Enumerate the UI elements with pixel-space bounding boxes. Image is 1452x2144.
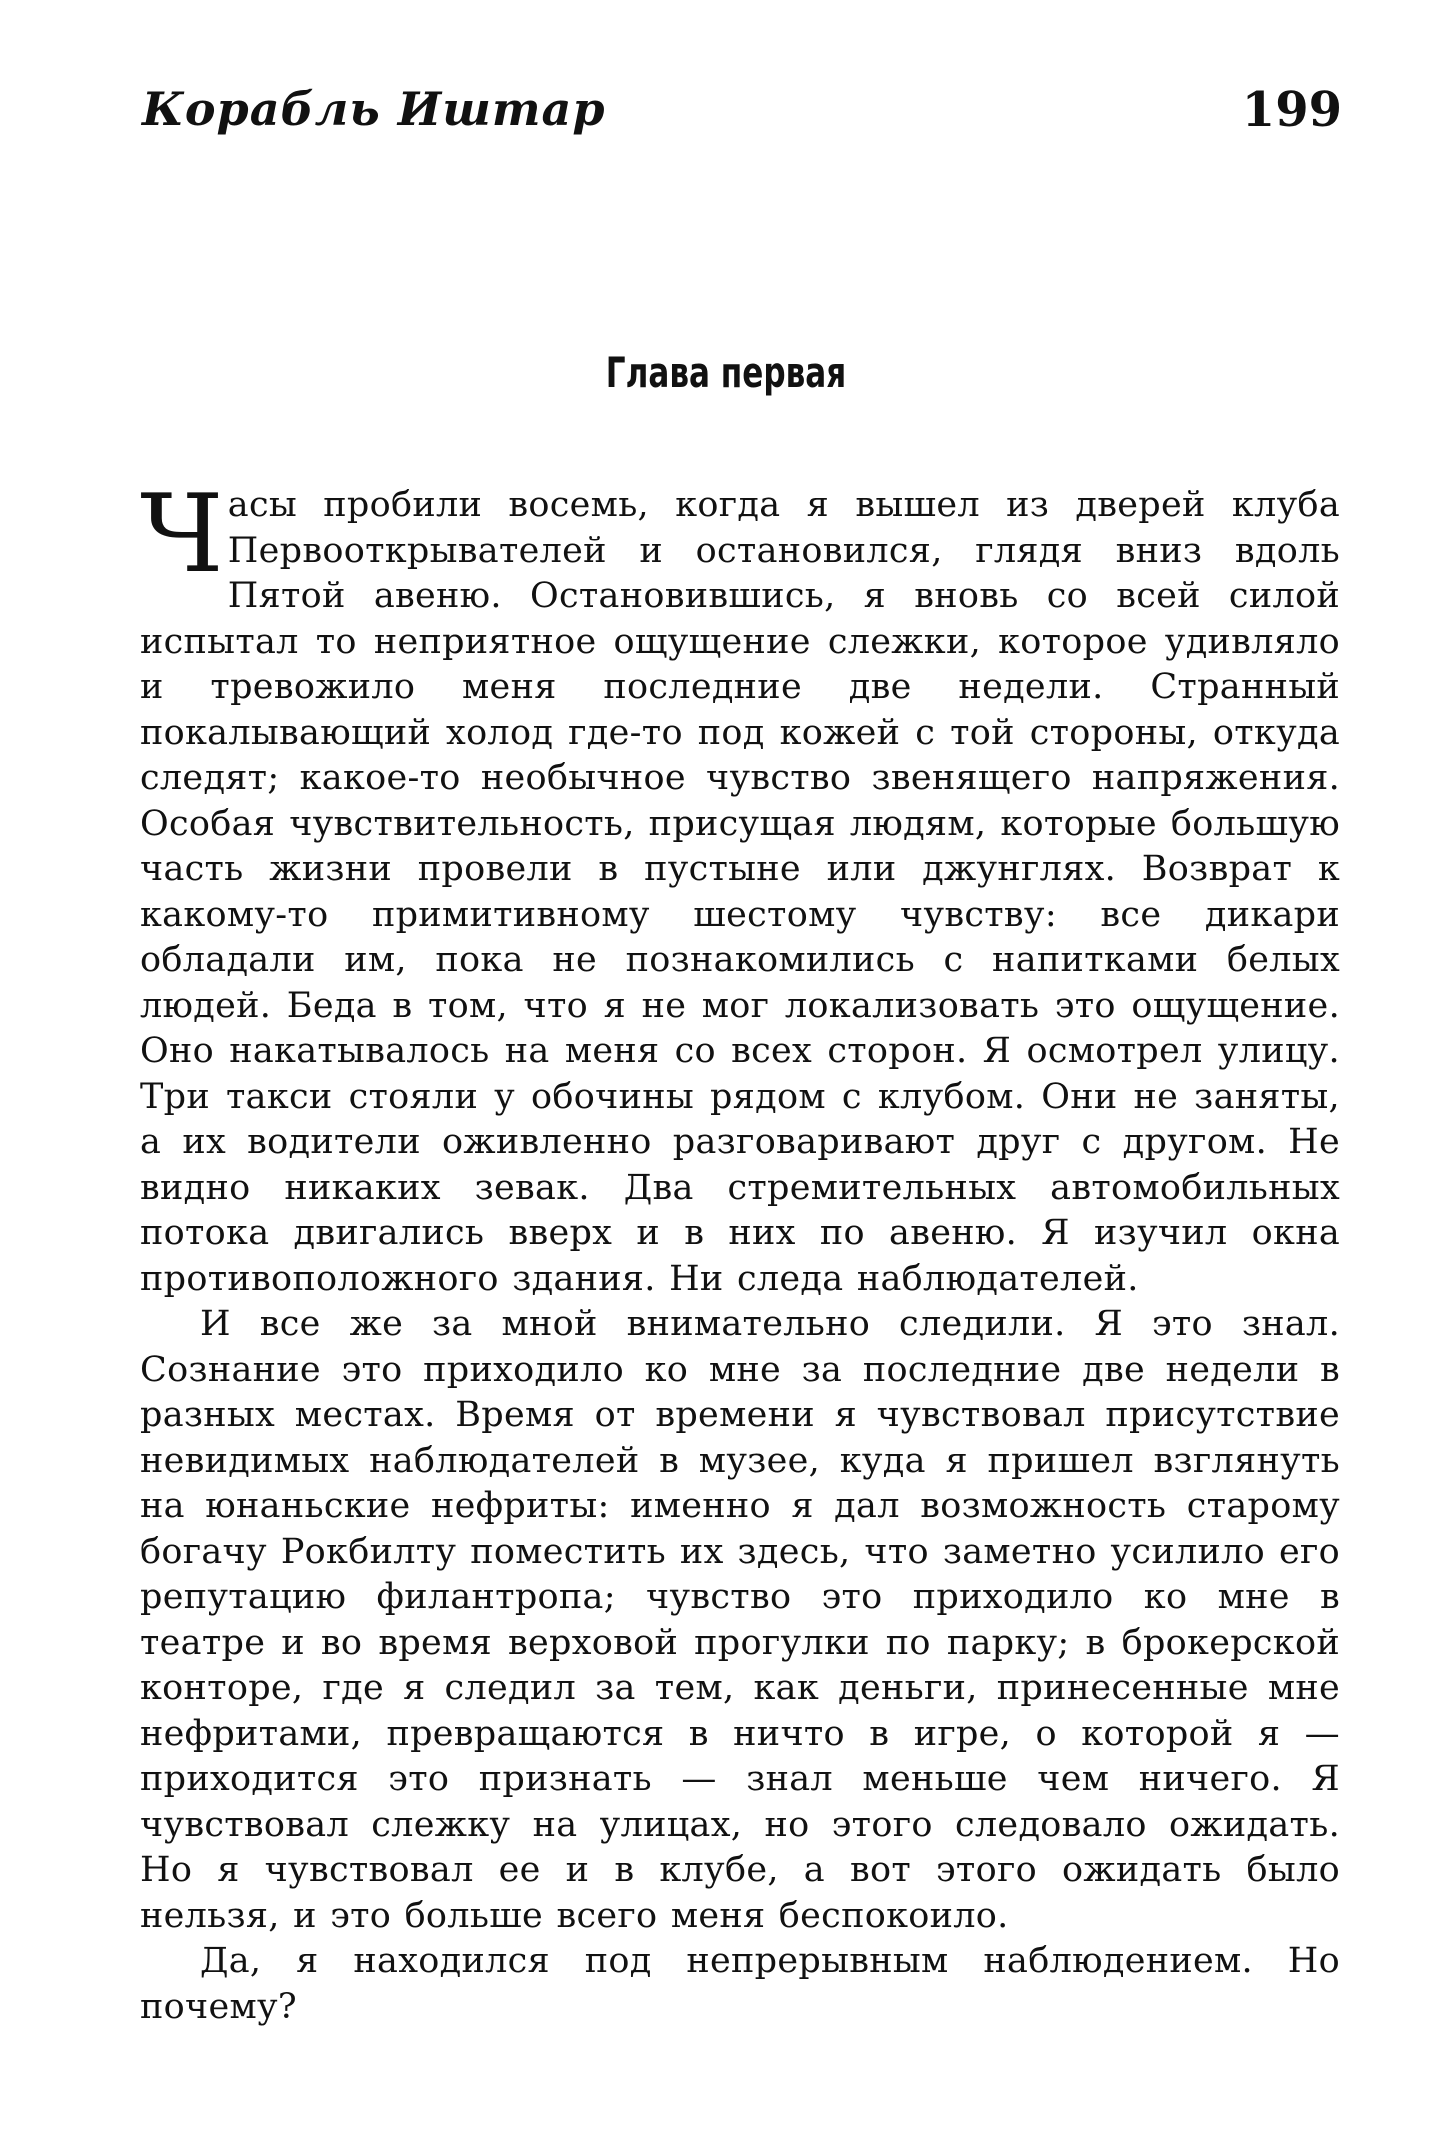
- paragraph-3: Да, я находился под непрерывным наблюдением. Но почему?: [140, 1941, 1340, 2027]
- paragraph-2: И все же за мной внимательно следили. Я это знал. Сознание это приходило ко мне за последние две недели в разных местах. Время от времени я чувствовал присутствие невидимых наблюдателей в музее, куда я пришел взглянуть на юнаньские нефриты: именно я дал возможность старому богачу Рокбилту поместить их здесь, что заметно усилило его репутацию филантропа; чувство это приходило ко мне в театре и во время верховой прогулки по парку; в брокерской конторе, где я следил за тем, как деньги, принесенные мне нефритами, превращаются в ничто в игре, о которой я — приходится это признать — знал меньше чем ничего. Я чувствовал слежку на улицах, но этого следовало ожидать. Но я чувствовал ее и в клубе, а вот этого ожидать было нельзя, и это больше всего меня беспокоило.: [140, 1304, 1340, 1936]
- chapter-heading: Глава первая: [605, 348, 847, 397]
- page-number: 199: [1241, 82, 1342, 138]
- running-title: Корабль Иштар: [142, 82, 606, 136]
- paragraph-1-text: асы пробили восемь, когда я вышел из дверей клуба Первооткрывателей и остановился, глядя вниз вдоль Пятой авеню. Остановившись, я вновь со всей силой испытал то неприятное ощущение слежки, которое удивляло и тревожило меня последние две недели. Странный покалывающий холод где-то под кожей с той стороны, откуда следят; какое-то необычное чувство звенящего напряжения. Особая чувствительность, присущая людям, которые большую часть жизни провели в пустыне или джунглях. Возврат к какому-то примитивному шестому чувству: все дикари обладали им, пока не познакомились с напитками белых людей. Беда в том, что я не мог локализовать это ощущение. Оно накатывалось на меня со всех сторон. Я осмотрел улицу. Три такси стояли у обочины рядом с клубом. Они не заняты, а их водители оживленно разговаривают друг с другом. Не видно никаких зевак. Два стремительных автомобильных потока двигались вверх и в них по авеню. Я изучил окна противоположного здания. Ни следа наблюдателей.: [140, 485, 1340, 1299]
- paragraph-1: [140, 472, 1340, 1302]
- body-text: [140, 472, 1340, 2030]
- drop-cap: Ч: [140, 472, 224, 597]
- running-head: [142, 82, 1342, 142]
